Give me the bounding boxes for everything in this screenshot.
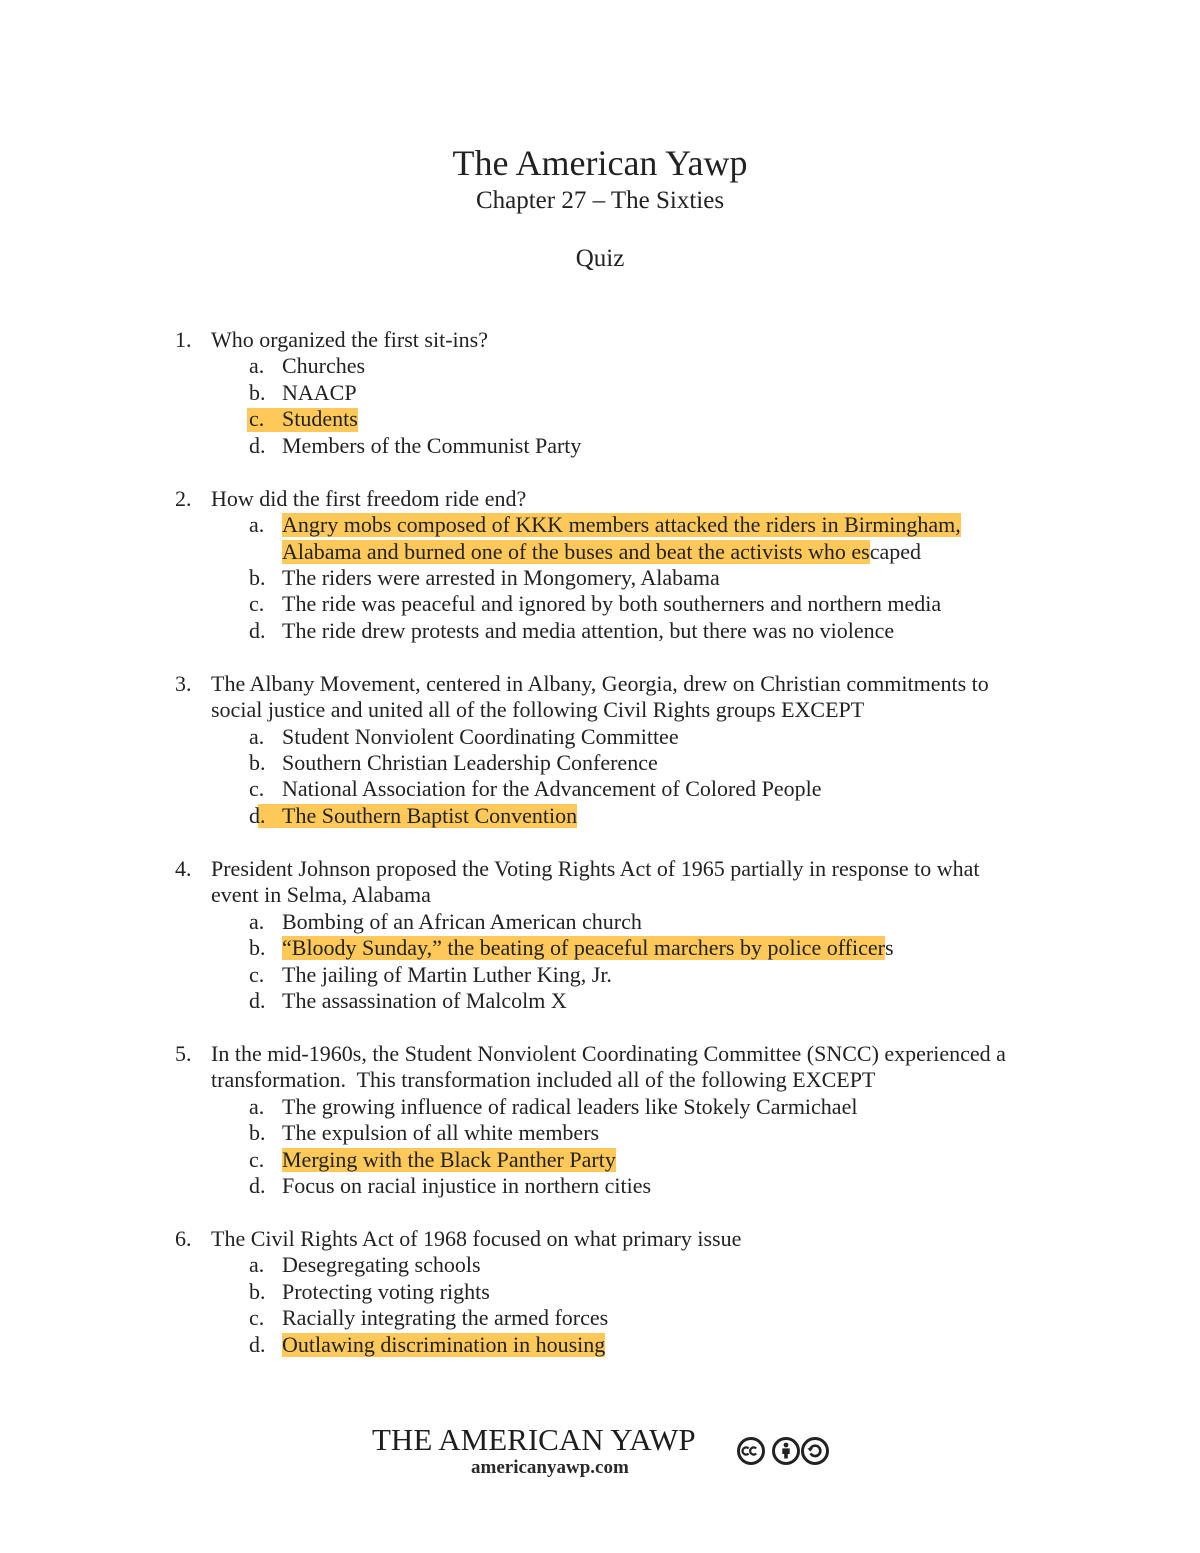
option-text: Southern Christian Leadership Conference xyxy=(282,750,658,775)
option-text: The growing influence of radical leaders like Stokely Carmichael xyxy=(282,1093,858,1119)
logo-wordmark: THE AMERICAN YAWP xyxy=(372,1422,696,1457)
option-5-c xyxy=(0,1147,1200,1173)
option-letter: b. xyxy=(249,750,266,775)
option-6-b xyxy=(0,1279,1200,1305)
option-2-a-continued xyxy=(0,539,1200,565)
question-text: Who organized the first sit-ins? xyxy=(211,327,488,352)
option-letter: a. xyxy=(249,353,265,379)
option-5-a xyxy=(0,1094,1200,1120)
option-text-highlighted: Alabama and burned one of the buses and beat the activists who es xyxy=(282,538,870,564)
license-icons xyxy=(736,1436,830,1466)
option-4-d xyxy=(0,988,1200,1014)
question-text: event in Selma, Alabama xyxy=(211,882,431,908)
option-letter: a. xyxy=(249,1093,265,1119)
option-text: Racially integrating the armed forces xyxy=(282,1305,609,1331)
option-letter: b. xyxy=(249,379,266,405)
option-1-d xyxy=(0,433,1200,459)
question-2 xyxy=(0,486,1200,512)
question-number: 3. xyxy=(175,670,192,696)
option-text: caped xyxy=(869,538,922,564)
option-text: Protecting voting rights xyxy=(282,1278,490,1304)
option-letter: d. xyxy=(249,987,266,1013)
option-letter: d. xyxy=(249,617,266,643)
option-text: Members of the Communist Party xyxy=(282,432,582,458)
spacer xyxy=(0,1199,1200,1225)
option-text: Focus on racial injustice in northern cities xyxy=(282,1173,652,1198)
option-3-b xyxy=(0,750,1200,776)
question-text: President Johnson proposed the Voting Rights Act of 1965 partially in response to what xyxy=(211,855,980,881)
spacer xyxy=(0,1014,1200,1040)
option-text: The assassination of Malcolm X xyxy=(282,987,567,1013)
option-6-c xyxy=(0,1305,1200,1331)
option-letter: d. xyxy=(249,432,266,458)
question-number: 4. xyxy=(175,855,192,881)
option-letter: d. xyxy=(247,803,282,829)
question-number: 2. xyxy=(175,485,192,511)
option-1-c xyxy=(0,406,1200,432)
question-text: The Albany Movement, centered in Albany, Georgia, drew on Christian commitments to xyxy=(211,670,989,696)
question-text: How did the first freedom ride end? xyxy=(211,485,527,511)
option-text: Student Nonviolent Coordinating Committee xyxy=(282,723,679,749)
option-3-d xyxy=(0,803,1200,829)
option-text: National Association for the Advancement of Colored People xyxy=(282,776,822,802)
spacer xyxy=(0,644,1200,670)
option-text: The riders were arrested in Mongomery, Alabama xyxy=(282,564,720,590)
sa-icon xyxy=(803,1439,828,1464)
option-text: The jailing of Martin Luther King, Jr. xyxy=(282,961,612,987)
question-text: transformation. This transformation included all of the following EXCEPT xyxy=(211,1067,876,1093)
chapter-heading: Chapter 27 – The Sixties xyxy=(475,187,725,214)
question-1 xyxy=(0,327,1200,353)
option-4-a xyxy=(0,909,1200,935)
question-text: social justice and united all of the following Civil Rights groups EXCEPT xyxy=(211,697,865,723)
option-1-a xyxy=(0,353,1200,379)
option-5-b xyxy=(0,1120,1200,1146)
option-letter: a. xyxy=(249,908,265,934)
option-text: Desegregating schools xyxy=(282,1252,481,1278)
option-3-a xyxy=(0,724,1200,750)
option-letter: a. xyxy=(249,723,265,749)
option-2-a xyxy=(0,512,1200,538)
option-4-c xyxy=(0,962,1200,988)
option-text: Churches xyxy=(282,353,366,379)
option-3-c xyxy=(0,776,1200,802)
option-text: The expulsion of all white members xyxy=(282,1120,600,1146)
option-2-d xyxy=(0,618,1200,644)
logo-url: americanyawp.com xyxy=(471,1457,629,1478)
option-letter: c. xyxy=(249,1305,265,1331)
option-6-a xyxy=(0,1252,1200,1278)
option-letter: c. xyxy=(249,1146,265,1172)
option-2-c xyxy=(0,591,1200,617)
option-text-highlighted: “Bloody Sunday,” the beating of peaceful marchers by police officer xyxy=(282,935,885,961)
question-5 xyxy=(0,1041,1200,1067)
option-letter: c. xyxy=(249,776,265,802)
question-number: 1. xyxy=(175,327,192,352)
question-text: The Civil Rights Act of 1968 focused on what primary issue xyxy=(211,1225,742,1251)
option-2-b xyxy=(0,565,1200,591)
option-letter: b. xyxy=(249,1120,266,1146)
section-heading: Quiz xyxy=(575,245,625,272)
spacer xyxy=(0,829,1200,855)
option-text-highlighted: Angry mobs composed of KKK members attacked the riders in Birmingham, xyxy=(282,512,961,538)
option-letter: d. xyxy=(249,1331,266,1357)
question-3-continued xyxy=(0,697,1200,723)
option-text-highlighted: Merging with the Black Panther Party xyxy=(282,1146,616,1172)
option-text: NAACP xyxy=(282,379,357,405)
option-letter: b. xyxy=(249,935,266,961)
option-letter: d. xyxy=(249,1173,266,1198)
option-1-b xyxy=(0,380,1200,406)
question-5-continued xyxy=(0,1067,1200,1093)
option-letter: a. xyxy=(249,512,265,538)
option-letter: c. xyxy=(249,961,265,987)
option-letter: b. xyxy=(249,564,266,590)
option-letter-highlighted: c. xyxy=(247,406,282,432)
option-text: s xyxy=(884,935,894,961)
option-letter: a. xyxy=(249,1252,265,1278)
question-6 xyxy=(0,1226,1200,1252)
quiz-list xyxy=(0,327,1200,1358)
option-6-d xyxy=(0,1332,1200,1358)
question-3 xyxy=(0,671,1200,697)
question-number: 5. xyxy=(175,1040,192,1066)
option-text-highlighted: Students xyxy=(282,406,358,432)
option-text: The ride was peaceful and ignored by both southerners and northern media xyxy=(282,591,942,617)
question-4 xyxy=(0,856,1200,882)
option-5-d xyxy=(0,1173,1200,1199)
by-icon xyxy=(774,1439,799,1464)
document-title: The American Yawp xyxy=(452,143,748,183)
option-letter: b. xyxy=(249,1278,266,1304)
option-text-highlighted: Outlawing discrimination in housing xyxy=(282,1331,606,1357)
option-text: Bombing of an African American church xyxy=(282,908,642,934)
question-4-continued xyxy=(0,882,1200,908)
option-text: The ride drew protests and media attention, but there was no violence xyxy=(282,617,895,643)
spacer xyxy=(0,459,1200,485)
cc-icon xyxy=(739,1439,764,1464)
option-4-b xyxy=(0,935,1200,961)
question-text: In the mid-1960s, the Student Nonviolent Coordinating Committee (SNCC) experienced a xyxy=(211,1040,1006,1066)
question-number: 6. xyxy=(175,1225,192,1251)
option-text-highlighted: The Southern Baptist Convention xyxy=(282,802,578,828)
option-letter: c. xyxy=(249,591,265,617)
